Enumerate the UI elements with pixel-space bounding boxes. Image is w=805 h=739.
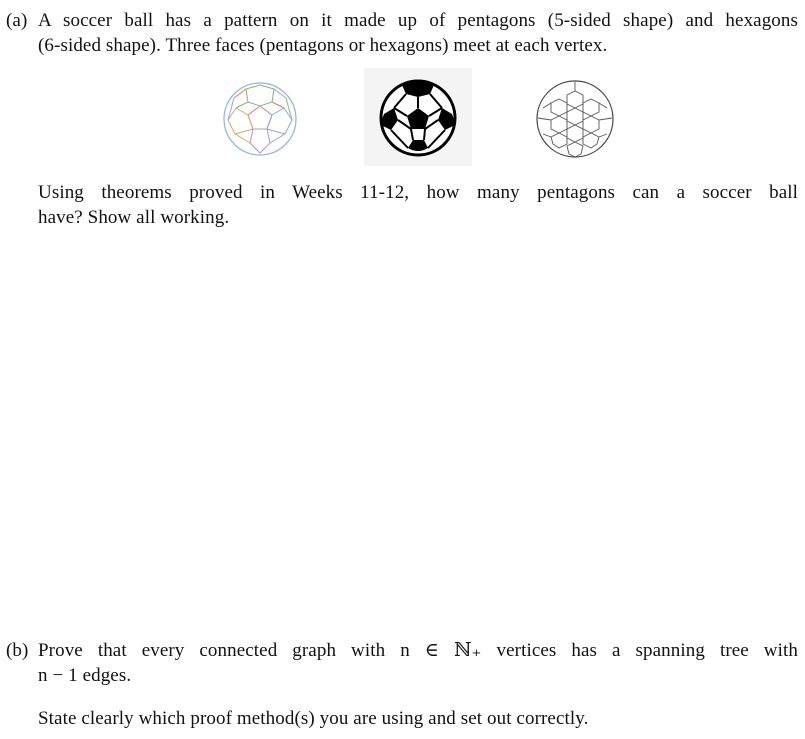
part-b-instruction-block	[38, 706, 798, 731]
part-b-line-2: n − 1 edges.	[38, 665, 132, 686]
part-a-text	[38, 8, 798, 58]
part-a-line-2: (6-sided shape). Three faces (pentagons or hexagons) meet at each vertex.	[38, 35, 608, 56]
soccer-ball-bw-image	[364, 68, 472, 166]
part-b-instruction: State clearly which proof method(s) you are using and set out correctly.	[38, 708, 589, 729]
part-b-text	[38, 638, 798, 688]
part-a-question-line-2: have? Show all working.	[38, 207, 230, 228]
part-a-line-1: A soccer ball has a pattern on it made up of pentagons (5-sided shape) and hexagons	[38, 10, 798, 31]
soccer-ball-hexagon-image	[534, 78, 616, 160]
part-a-label: (a)	[6, 10, 28, 31]
soccer-ball-colored-image	[222, 80, 298, 158]
part-a-question-line-1: Using theorems proved in Weeks 11-12, how many pentagons can a soccer ball	[38, 182, 798, 203]
part-b-label: (b)	[6, 640, 29, 661]
part-a-question	[38, 180, 798, 230]
part-b-line-1: Prove that every connected graph with n ∈ ℕ₊ vertices has a spanning tree with	[38, 640, 798, 661]
